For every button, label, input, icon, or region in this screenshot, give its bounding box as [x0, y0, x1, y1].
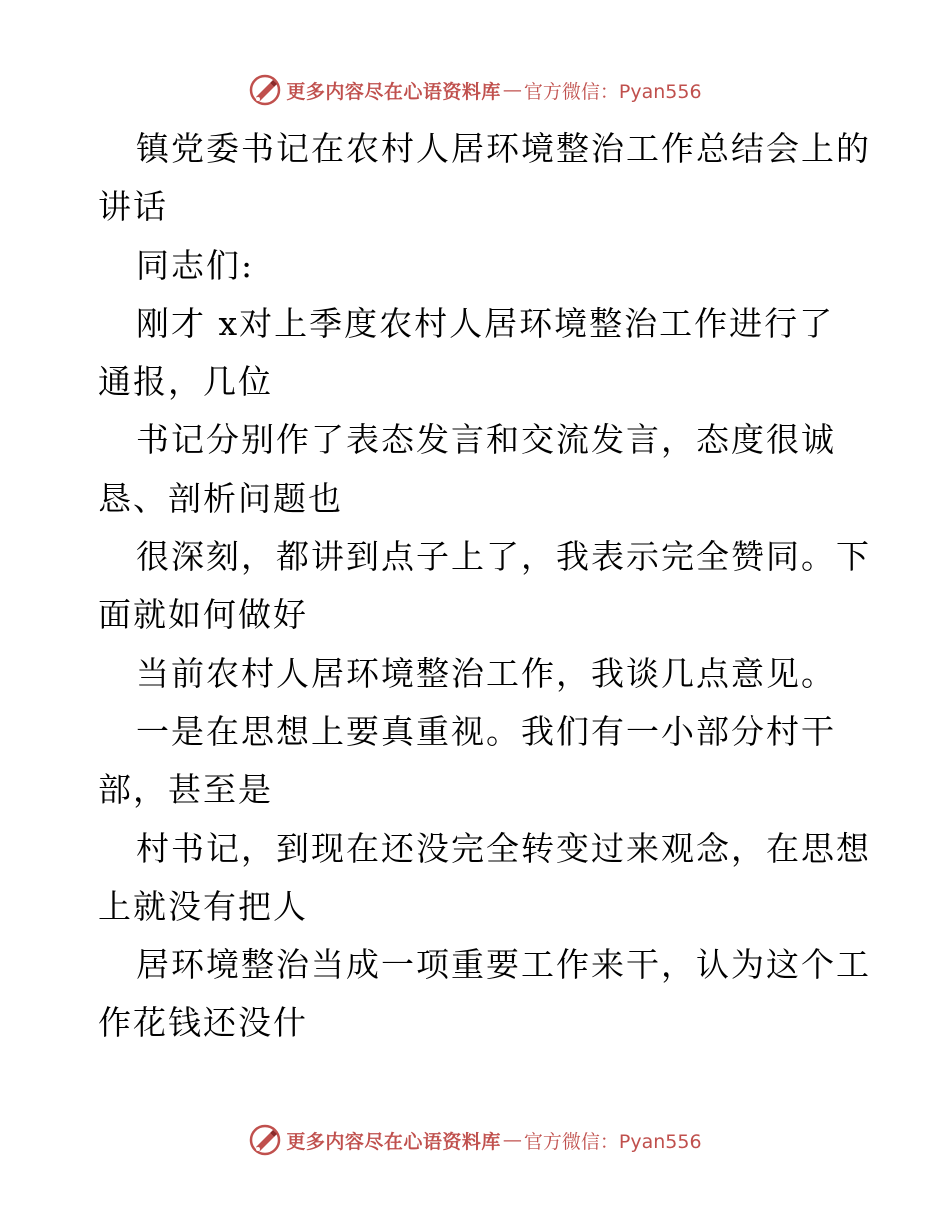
header-dash: — [502, 79, 522, 101]
document-body [98, 120, 871, 1053]
text-line: 同志们: [136, 245, 255, 285]
pen-logo-icon [248, 1123, 282, 1157]
text-line: 通报，几位 [98, 362, 273, 402]
footer-banner [0, 1120, 950, 1160]
text-line: 面就如何做好 [98, 595, 308, 635]
footer-brand: 更多内容尽在心语资料库 [286, 1130, 501, 1153]
footer-dash: — [502, 1129, 522, 1151]
text-line: 作花钱还没什 [98, 1003, 308, 1043]
text-line: 刚才 x对上季度农村人居环境整治工作进行了 [136, 303, 835, 343]
header-contact: 官方微信：Pyan556 [523, 80, 702, 103]
text-line: 讲话 [98, 187, 168, 227]
text-line: 恳、剖析问题也 [98, 478, 343, 518]
text-line: 部，甚至是 [98, 770, 273, 810]
text-line: 上就没有把人 [98, 886, 308, 926]
header-banner [0, 70, 950, 110]
text-line: 镇党委书记在农村人居环境整治工作总结会上的 [136, 129, 871, 168]
pen-logo-icon [248, 73, 282, 107]
text-line: 居环境整治当成一项重要工作来干，认为这个工 [136, 945, 871, 985]
text-line: 书记分别作了表态发言和交流发言，态度很诚 [136, 420, 836, 460]
header-brand: 更多内容尽在心语资料库 [286, 80, 501, 103]
footer-contact: 官方微信：Pyan556 [523, 1130, 702, 1153]
text-line: 当前农村人居环境整治工作，我谈几点意见。 [136, 653, 836, 693]
text-line: 一是在思想上要真重视。我们有一小部分村干 [136, 711, 836, 751]
text-line: 很深刻，都讲到点子上了，我表示完全赞同。下 [136, 537, 871, 577]
text-line: 村书记，到现在还没完全转变过来观念，在思想 [136, 828, 871, 868]
